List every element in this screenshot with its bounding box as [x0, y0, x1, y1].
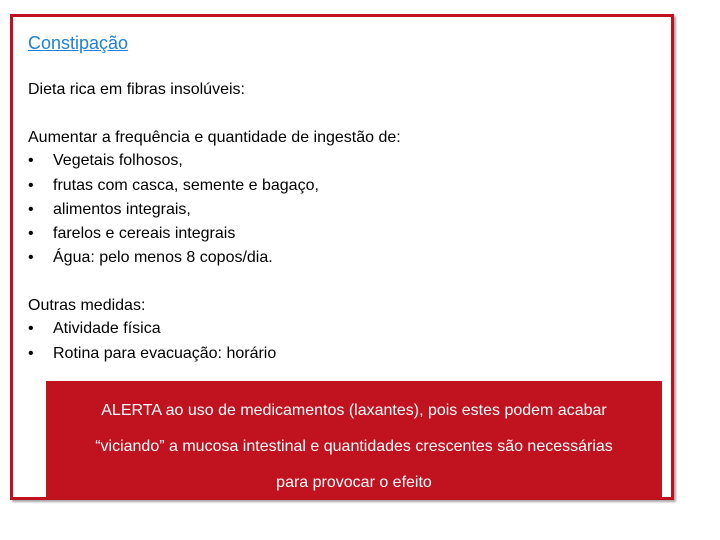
other-measures-heading: Outras medidas:	[28, 297, 146, 314]
bullet-icon: •	[28, 249, 34, 266]
list-item: • Rotina para evacuação: horário	[28, 345, 277, 362]
list-item: • alimentos integrais,	[28, 201, 191, 218]
alert-line-2: “viciando” a mucosa intestinal e quantidades crescentes são necessárias	[95, 438, 613, 455]
bullet-icon: •	[28, 320, 34, 337]
bullet-icon: •	[28, 225, 34, 242]
list-item: • farelos e cereais integrais	[28, 225, 236, 242]
alert-box	[46, 381, 662, 497]
bullet-icon: •	[28, 345, 34, 362]
alert-line-3: para provocar o efeito	[276, 474, 432, 491]
bullet-icon: •	[28, 201, 34, 218]
bullet-icon: •	[28, 152, 34, 169]
alert-line-1: ALERTA ao uso de medicamentos (laxantes), pois estes podem acabar	[101, 402, 607, 419]
list-item: • Vegetais folhosos,	[28, 152, 183, 169]
bullet-icon: •	[28, 177, 34, 194]
list-item: • Atividade física	[28, 320, 161, 337]
list-item: • frutas com casca, semente e bagaço,	[28, 177, 319, 194]
slide-title: Constipação	[28, 33, 129, 53]
intake-intro: Aumentar a frequência e quantidade de ingestão de:	[28, 129, 401, 146]
fiber-diet-subtitle: Dieta rica em fibras insolúveis:	[28, 81, 245, 98]
list-item: • Água: pelo menos 8 copos/dia.	[28, 249, 273, 266]
